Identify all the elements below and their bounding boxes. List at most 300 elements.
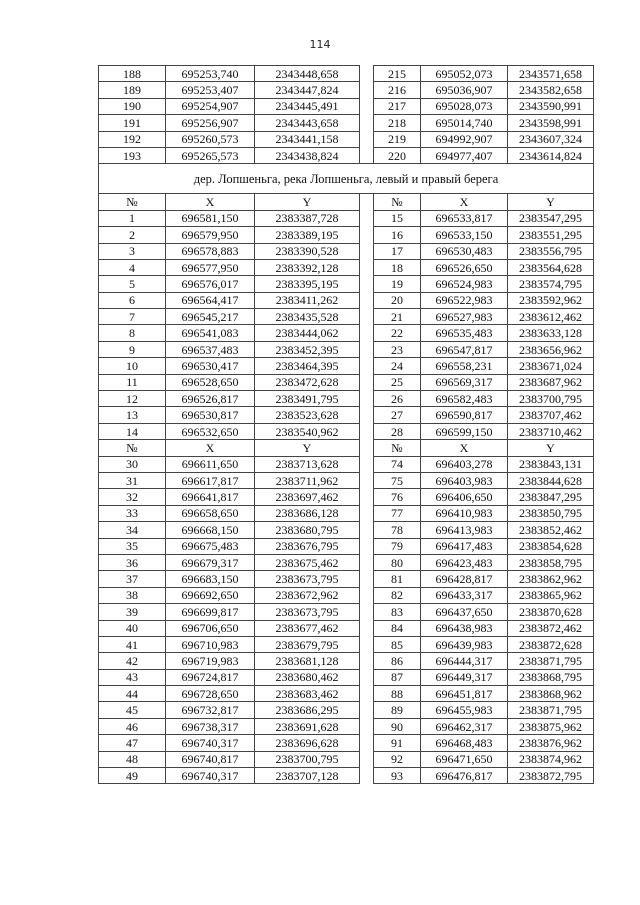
point-number-cell: 75 (374, 472, 421, 488)
y-coordinate-cell: 2383875,962 (508, 718, 594, 734)
point-number-cell: 88 (374, 686, 421, 702)
point-number-cell: 189 (99, 82, 166, 98)
y-coordinate-cell: 2383472,628 (255, 374, 360, 390)
point-number-cell: 79 (374, 538, 421, 554)
x-coordinate-cell: 696535,483 (421, 325, 508, 341)
y-coordinate-cell: 2383707,462 (508, 407, 594, 423)
point-number-cell: 1 (99, 210, 166, 226)
x-coordinate-cell: 694992,907 (421, 131, 508, 147)
x-coordinate-cell: 695036,907 (421, 82, 508, 98)
x-coordinate-cell: 696611,650 (166, 456, 255, 472)
y-coordinate-cell: 2383876,962 (508, 735, 594, 751)
y-coordinate-cell: 2383868,962 (508, 686, 594, 702)
x-coordinate-cell: 696438,983 (421, 620, 508, 636)
y-coordinate-cell: 2383680,795 (255, 522, 360, 538)
column-gap (360, 505, 374, 521)
point-number-cell: 11 (99, 374, 166, 390)
number-header: № (374, 194, 421, 210)
x-coordinate-cell: 696530,817 (166, 407, 255, 423)
table-row (99, 325, 594, 341)
x-coordinate-cell: 696545,217 (166, 309, 255, 325)
point-number-cell: 33 (99, 505, 166, 521)
y-header: Y (255, 440, 360, 456)
column-gap (360, 259, 374, 275)
point-number-cell: 6 (99, 292, 166, 308)
point-number-cell: 37 (99, 571, 166, 587)
y-coordinate-cell: 2343447,824 (255, 82, 360, 98)
column-gap (360, 309, 374, 325)
table-row (99, 115, 594, 131)
column-gap (360, 735, 374, 751)
point-number-cell: 92 (374, 751, 421, 767)
x-coordinate-cell: 696699,817 (166, 604, 255, 620)
table-row (99, 391, 594, 407)
table-row (99, 538, 594, 554)
x-coordinate-cell: 696569,317 (421, 374, 508, 390)
y-coordinate-cell: 2383700,795 (508, 391, 594, 407)
column-gap (360, 620, 374, 636)
x-coordinate-cell: 696455,983 (421, 702, 508, 718)
table-row (99, 210, 594, 226)
x-coordinate-cell: 696590,817 (421, 407, 508, 423)
y-coordinate-cell: 2383392,128 (255, 259, 360, 275)
column-gap (360, 292, 374, 308)
y-coordinate-cell: 2383491,795 (255, 391, 360, 407)
point-number-cell: 15 (374, 210, 421, 226)
y-coordinate-cell: 2383673,795 (255, 571, 360, 587)
page-number: 114 (309, 38, 331, 51)
point-number-cell: 86 (374, 653, 421, 669)
point-number-cell: 93 (374, 768, 421, 784)
x-header: X (166, 194, 255, 210)
header-row (99, 440, 594, 456)
x-coordinate-cell: 695260,573 (166, 131, 255, 147)
x-coordinate-cell: 696576,017 (166, 276, 255, 292)
y-coordinate-cell: 2383696,628 (255, 735, 360, 751)
x-coordinate-cell: 696599,150 (421, 423, 508, 439)
point-number-cell: 217 (374, 98, 421, 114)
point-number-cell: 30 (99, 456, 166, 472)
x-coordinate-cell: 696581,150 (166, 210, 255, 226)
y-coordinate-cell: 2383865,962 (508, 587, 594, 603)
y-coordinate-cell: 2383387,728 (255, 210, 360, 226)
point-number-cell: 76 (374, 489, 421, 505)
x-coordinate-cell: 696738,317 (166, 718, 255, 734)
point-number-cell: 91 (374, 735, 421, 751)
x-coordinate-cell: 696423,483 (421, 554, 508, 570)
column-gap (360, 538, 374, 554)
y-header: Y (508, 440, 594, 456)
column-gap (360, 571, 374, 587)
column-gap (360, 423, 374, 439)
x-coordinate-cell: 696706,650 (166, 620, 255, 636)
x-coordinate-cell: 696522,983 (421, 292, 508, 308)
point-number-cell: 192 (99, 131, 166, 147)
column-gap (360, 374, 374, 390)
column-gap (360, 341, 374, 357)
point-number-cell: 17 (374, 243, 421, 259)
x-coordinate-cell: 696564,417 (166, 292, 255, 308)
table-row (99, 82, 594, 98)
point-number-cell: 40 (99, 620, 166, 636)
y-coordinate-cell: 2343441,158 (255, 131, 360, 147)
y-coordinate-cell: 2383852,462 (508, 522, 594, 538)
x-coordinate-cell: 696406,650 (421, 489, 508, 505)
point-number-cell: 9 (99, 341, 166, 357)
x-coordinate-cell: 696444,317 (421, 653, 508, 669)
x-coordinate-cell: 696437,650 (421, 604, 508, 620)
y-coordinate-cell: 2383464,395 (255, 358, 360, 374)
y-coordinate-cell: 2383574,795 (508, 276, 594, 292)
y-coordinate-cell: 2383847,295 (508, 489, 594, 505)
x-coordinate-cell: 696528,650 (166, 374, 255, 390)
x-coordinate-cell: 696428,817 (421, 571, 508, 587)
x-coordinate-cell: 695265,573 (166, 147, 255, 163)
x-coordinate-cell: 696433,317 (421, 587, 508, 603)
x-coordinate-cell: 696732,817 (166, 702, 255, 718)
column-gap (360, 440, 374, 456)
y-coordinate-cell: 2383697,462 (255, 489, 360, 505)
point-number-cell: 7 (99, 309, 166, 325)
column-gap (360, 604, 374, 620)
point-number-cell: 13 (99, 407, 166, 423)
point-number-cell: 27 (374, 407, 421, 423)
point-number-cell: 74 (374, 456, 421, 472)
table-row (99, 489, 594, 505)
table-row (99, 669, 594, 685)
y-coordinate-cell: 2383691,628 (255, 718, 360, 734)
x-coordinate-cell: 696530,483 (421, 243, 508, 259)
y-coordinate-cell: 2343438,824 (255, 147, 360, 163)
y-coordinate-cell: 2383711,962 (255, 472, 360, 488)
point-number-cell: 80 (374, 554, 421, 570)
table-row (99, 554, 594, 570)
column-gap (360, 325, 374, 341)
column-gap (360, 131, 374, 147)
y-coordinate-cell: 2383680,462 (255, 669, 360, 685)
table-row (99, 309, 594, 325)
column-gap (360, 391, 374, 407)
column-gap (360, 358, 374, 374)
point-number-cell: 21 (374, 309, 421, 325)
y-coordinate-cell: 2383435,528 (255, 309, 360, 325)
x-header: X (421, 440, 508, 456)
point-number-cell: 84 (374, 620, 421, 636)
table-row (99, 227, 594, 243)
point-number-cell: 14 (99, 423, 166, 439)
x-coordinate-cell: 695253,407 (166, 82, 255, 98)
x-coordinate-cell: 696410,983 (421, 505, 508, 521)
x-coordinate-cell: 696683,150 (166, 571, 255, 587)
x-coordinate-cell: 696582,483 (421, 391, 508, 407)
x-coordinate-cell: 696439,983 (421, 636, 508, 652)
y-coordinate-cell: 2383673,795 (255, 604, 360, 620)
point-number-cell: 48 (99, 751, 166, 767)
y-coordinate-cell: 2343598,991 (508, 115, 594, 131)
point-number-cell: 23 (374, 341, 421, 357)
point-number-cell: 81 (374, 571, 421, 587)
point-number-cell: 78 (374, 522, 421, 538)
x-coordinate-cell: 695028,073 (421, 98, 508, 114)
y-coordinate-cell: 2383564,628 (508, 259, 594, 275)
y-coordinate-cell: 2343614,824 (508, 147, 594, 163)
y-coordinate-cell: 2383679,795 (255, 636, 360, 652)
point-number-cell: 44 (99, 686, 166, 702)
y-coordinate-cell: 2383389,195 (255, 227, 360, 243)
table-row (99, 604, 594, 620)
x-coordinate-cell: 696526,650 (421, 259, 508, 275)
y-coordinate-cell: 2383452,395 (255, 341, 360, 357)
y-coordinate-cell: 2383592,962 (508, 292, 594, 308)
point-number-cell: 89 (374, 702, 421, 718)
point-number-cell: 25 (374, 374, 421, 390)
y-coordinate-cell: 2383874,962 (508, 751, 594, 767)
x-coordinate-cell: 696541,083 (166, 325, 255, 341)
point-number-cell: 218 (374, 115, 421, 131)
point-number-cell: 32 (99, 489, 166, 505)
y-coordinate-cell: 2383672,962 (255, 587, 360, 603)
x-coordinate-cell: 696692,650 (166, 587, 255, 603)
point-number-cell: 24 (374, 358, 421, 374)
y-coordinate-cell: 2383872,795 (508, 768, 594, 784)
table-row (99, 522, 594, 538)
x-coordinate-cell: 696740,317 (166, 735, 255, 751)
y-coordinate-cell: 2383700,795 (255, 751, 360, 767)
point-number-cell: 8 (99, 325, 166, 341)
column-gap (360, 636, 374, 652)
y-coordinate-cell: 2383872,628 (508, 636, 594, 652)
y-coordinate-cell: 2343590,991 (508, 98, 594, 114)
x-coordinate-cell: 696533,817 (421, 210, 508, 226)
point-number-cell: 83 (374, 604, 421, 620)
x-coordinate-cell: 696728,650 (166, 686, 255, 702)
y-coordinate-cell: 2383677,462 (255, 620, 360, 636)
x-coordinate-cell: 696451,817 (421, 686, 508, 702)
y-coordinate-cell: 2383675,462 (255, 554, 360, 570)
table-row (99, 620, 594, 636)
table-row (99, 587, 594, 603)
y-coordinate-cell: 2383858,795 (508, 554, 594, 570)
point-number-cell: 220 (374, 147, 421, 163)
point-number-cell: 39 (99, 604, 166, 620)
column-gap (360, 702, 374, 718)
point-number-cell: 12 (99, 391, 166, 407)
table-row (99, 423, 594, 439)
x-coordinate-cell: 696468,483 (421, 735, 508, 751)
table-row (99, 718, 594, 734)
y-coordinate-cell: 2383862,962 (508, 571, 594, 587)
x-coordinate-cell: 696740,817 (166, 751, 255, 767)
x-coordinate-cell: 696740,317 (166, 768, 255, 784)
table-row (99, 259, 594, 275)
column-gap (360, 243, 374, 259)
column-gap (360, 751, 374, 767)
y-coordinate-cell: 2383540,962 (255, 423, 360, 439)
y-coordinate-cell: 2383710,462 (508, 423, 594, 439)
x-coordinate-cell: 696532,650 (166, 423, 255, 439)
point-number-cell: 77 (374, 505, 421, 521)
table-row (99, 66, 594, 82)
y-coordinate-cell: 2343582,658 (508, 82, 594, 98)
y-coordinate-cell: 2383844,628 (508, 472, 594, 488)
table-row (99, 571, 594, 587)
point-number-cell: 10 (99, 358, 166, 374)
point-number-cell: 188 (99, 66, 166, 82)
table-row (99, 358, 594, 374)
x-coordinate-cell: 696710,983 (166, 636, 255, 652)
y-coordinate-cell: 2383671,024 (508, 358, 594, 374)
x-coordinate-cell: 696530,417 (166, 358, 255, 374)
x-coordinate-cell: 696526,817 (166, 391, 255, 407)
y-header: Y (508, 194, 594, 210)
x-coordinate-cell: 696403,278 (421, 456, 508, 472)
point-number-cell: 190 (99, 98, 166, 114)
y-coordinate-cell: 2383444,062 (255, 325, 360, 341)
x-coordinate-cell: 695014,740 (421, 115, 508, 131)
column-gap (360, 768, 374, 784)
column-gap (360, 669, 374, 685)
point-number-cell: 191 (99, 115, 166, 131)
table-row (99, 735, 594, 751)
point-number-cell: 216 (374, 82, 421, 98)
y-coordinate-cell: 2383411,262 (255, 292, 360, 308)
y-coordinate-cell: 2383686,128 (255, 505, 360, 521)
point-number-cell: 45 (99, 702, 166, 718)
point-number-cell: 46 (99, 718, 166, 734)
column-gap (360, 66, 374, 82)
x-coordinate-cell: 696577,950 (166, 259, 255, 275)
x-coordinate-cell: 694977,407 (421, 147, 508, 163)
table-row (99, 98, 594, 114)
x-coordinate-cell: 695256,907 (166, 115, 255, 131)
point-number-cell: 5 (99, 276, 166, 292)
table-row (99, 702, 594, 718)
column-gap (360, 587, 374, 603)
table-row (99, 341, 594, 357)
table-row (99, 276, 594, 292)
point-number-cell: 20 (374, 292, 421, 308)
column-gap (360, 194, 374, 210)
y-coordinate-cell: 2383395,195 (255, 276, 360, 292)
y-coordinate-cell: 2383843,131 (508, 456, 594, 472)
y-coordinate-cell: 2343443,658 (255, 115, 360, 131)
x-coordinate-cell: 696537,483 (166, 341, 255, 357)
x-coordinate-cell: 696679,317 (166, 554, 255, 570)
section-title-row (99, 164, 594, 194)
table-row (99, 374, 594, 390)
y-coordinate-cell: 2383854,628 (508, 538, 594, 554)
header-row (99, 194, 594, 210)
point-number-cell: 90 (374, 718, 421, 734)
point-number-cell: 31 (99, 472, 166, 488)
y-coordinate-cell: 2383686,295 (255, 702, 360, 718)
y-coordinate-cell: 2383390,528 (255, 243, 360, 259)
y-coordinate-cell: 2383547,295 (508, 210, 594, 226)
column-gap (360, 522, 374, 538)
table-row (99, 686, 594, 702)
column-gap (360, 227, 374, 243)
y-coordinate-cell: 2343571,658 (508, 66, 594, 82)
point-number-cell: 26 (374, 391, 421, 407)
x-coordinate-cell: 696527,983 (421, 309, 508, 325)
table-row (99, 653, 594, 669)
point-number-cell: 3 (99, 243, 166, 259)
point-number-cell: 38 (99, 587, 166, 603)
point-number-cell: 215 (374, 66, 421, 82)
x-coordinate-cell: 696658,650 (166, 505, 255, 521)
x-coordinate-cell: 696578,883 (166, 243, 255, 259)
x-coordinate-cell: 696558,231 (421, 358, 508, 374)
table-row (99, 131, 594, 147)
x-coordinate-cell: 696668,150 (166, 522, 255, 538)
number-header: № (374, 440, 421, 456)
point-number-cell: 49 (99, 768, 166, 784)
column-gap (360, 653, 374, 669)
x-coordinate-cell: 696403,983 (421, 472, 508, 488)
y-coordinate-cell: 2343445,491 (255, 98, 360, 114)
number-header: № (99, 194, 166, 210)
point-number-cell: 34 (99, 522, 166, 538)
x-coordinate-cell: 695254,907 (166, 98, 255, 114)
y-coordinate-cell: 2383870,628 (508, 604, 594, 620)
table-row (99, 505, 594, 521)
point-number-cell: 87 (374, 669, 421, 685)
y-coordinate-cell: 2383676,795 (255, 538, 360, 554)
point-number-cell: 85 (374, 636, 421, 652)
x-coordinate-cell: 696579,950 (166, 227, 255, 243)
x-coordinate-cell: 696524,983 (421, 276, 508, 292)
column-gap (360, 115, 374, 131)
column-gap (360, 554, 374, 570)
point-number-cell: 2 (99, 227, 166, 243)
column-gap (360, 147, 374, 163)
y-coordinate-cell: 2383713,628 (255, 456, 360, 472)
y-coordinate-cell: 2383556,795 (508, 243, 594, 259)
y-coordinate-cell: 2383687,962 (508, 374, 594, 390)
y-coordinate-cell: 2383633,128 (508, 325, 594, 341)
table-row (99, 751, 594, 767)
column-gap (360, 456, 374, 472)
point-number-cell: 18 (374, 259, 421, 275)
y-coordinate-cell: 2383551,295 (508, 227, 594, 243)
table-row (99, 407, 594, 423)
table-row (99, 636, 594, 652)
point-number-cell: 28 (374, 423, 421, 439)
table-row (99, 292, 594, 308)
point-number-cell: 16 (374, 227, 421, 243)
x-coordinate-cell: 696617,817 (166, 472, 255, 488)
table-row (99, 147, 594, 163)
y-coordinate-cell: 2383871,795 (508, 653, 594, 669)
point-number-cell: 43 (99, 669, 166, 685)
x-coordinate-cell: 696533,150 (421, 227, 508, 243)
y-coordinate-cell: 2383872,462 (508, 620, 594, 636)
column-gap (360, 718, 374, 734)
y-coordinate-cell: 2343607,324 (508, 131, 594, 147)
x-coordinate-cell: 696471,650 (421, 751, 508, 767)
point-number-cell: 35 (99, 538, 166, 554)
table-row (99, 768, 594, 784)
x-header: X (166, 440, 255, 456)
point-number-cell: 47 (99, 735, 166, 751)
y-coordinate-cell: 2383707,128 (255, 768, 360, 784)
column-gap (360, 98, 374, 114)
table-row (99, 243, 594, 259)
y-coordinate-cell: 2383871,795 (508, 702, 594, 718)
column-gap (360, 276, 374, 292)
x-coordinate-cell: 696641,817 (166, 489, 255, 505)
y-coordinate-cell: 2383683,462 (255, 686, 360, 702)
